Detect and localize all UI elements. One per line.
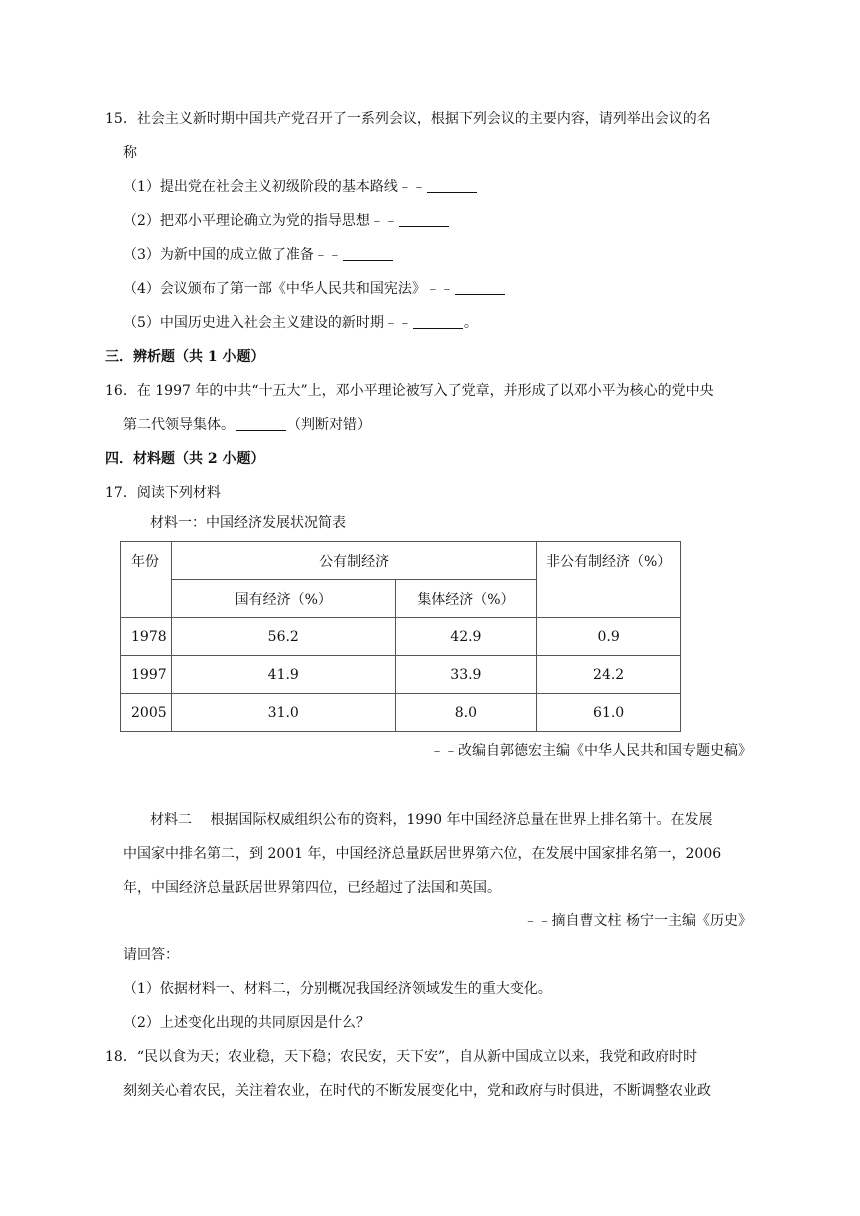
table-row [121,618,681,656]
answer-blank[interactable] [413,314,463,329]
material-1-source: ﹣﹣改编自郭德宏主编《中华人民共和国专题史稿》 [430,743,752,759]
question-17-intro: 17．阅读下列材料 [105,485,221,501]
question-18-line-1: 18．“民以食为天；农业稳，天下稳；农民安，天下安”，自从新中国成立以来，我党和政府时时 [105,1049,698,1065]
question-15-item-4 [123,279,506,299]
item-text: （2）把邓小平理论确立为党的指导思想﹣﹣ [123,213,398,229]
cell-nonpublic: 0.9 [537,618,681,656]
item-end: 。 [463,315,478,331]
question-15-line-2: 称 [123,145,137,161]
material-2-line-1: 材料二 根据国际权威组织公布的资料，1990 年中国经济总量在世界上排名第十。在发展 [150,812,713,828]
question-15-item-1 [123,177,478,197]
q16-hint: （判断对错） [287,417,371,433]
header-collective: 集体经济（%） [395,580,537,618]
cell-collective: 42.9 [395,618,537,656]
question-17-sub-2: （2）上述变化出现的共同原因是什么？ [123,1015,370,1031]
answer-blank[interactable] [455,280,505,295]
item-text: （5）中国历史进入社会主义建设的新时期﹣﹣ [123,315,412,331]
answer-blank[interactable] [399,212,449,227]
cell-state: 56.2 [171,618,395,656]
cell-nonpublic: 24.2 [537,656,681,694]
question-15-item-2 [123,211,450,231]
table-row [121,694,681,732]
header-state: 国有经济（%） [171,580,395,618]
item-text: （1）提出党在社会主义初级阶段的基本路线﹣﹣ [123,179,426,195]
question-15-item-3 [123,245,394,265]
material-1-title: 材料一：中国经济发展状况简表 [150,515,346,531]
cell-collective: 33.9 [395,656,537,694]
cell-nonpublic: 61.0 [537,694,681,732]
question-16-line-1: 16．在 1997 年的中共“十五大”上，邓小平理论被写入了党章，并形成了以邓小平为核心的党中央 [105,383,714,399]
q16-text: 第二代领导集体。 [123,417,235,433]
cell-year: 1997 [121,656,172,694]
cell-collective: 8.0 [395,694,537,732]
question-15-item-5 [123,313,478,333]
header-nonpublic: 非公有制经济（%） [537,542,681,618]
ask-label: 请回答： [123,947,179,963]
section-3-heading: 三．辨析题（共 1 小题） [105,349,265,365]
question-15-line-1: 15．社会主义新时期中国共产党召开了一系列会议，根据下列会议的主要内容，请列举出会议的名 [105,111,711,127]
item-text: （4）会议颁布了第一部《中华人民共和国宪法》﹣﹣ [123,281,454,297]
cell-state: 31.0 [171,694,395,732]
economy-table [120,541,681,732]
material-2-line-2: 中国家中排名第二，到 2001 年，中国经济总量跃居世界第六位，在发展中国家排名第一，2006 [123,846,722,862]
answer-blank[interactable] [427,178,477,193]
item-text: （3）为新中国的成立做了准备﹣﹣ [123,247,342,263]
section-4-heading: 四．材料题（共 2 小题） [105,451,265,467]
table-row [121,656,681,694]
answer-blank[interactable] [343,246,393,261]
question-16-line-2 [123,415,371,435]
header-year: 年份 [121,542,172,618]
question-18-line-2: 刻刻关心着农民，关注着农业，在时代的不断发展变化中，党和政府与时俱进，不断调整农业政 [123,1083,711,1099]
question-17-sub-1: （1）依据材料一、材料二，分别概况我国经济领域发生的重大变化。 [123,981,552,997]
material-2-line-3: 年，中国经济总量跃居世界第四位，已经超过了法国和英国。 [123,880,501,896]
material-2-source: ﹣﹣摘自曹文柱 杨宁一主编《历史》 [523,913,752,929]
cell-year: 1978 [121,618,172,656]
header-public: 公有制经济 [171,542,536,580]
answer-blank[interactable] [236,416,286,431]
cell-year: 2005 [121,694,172,732]
cell-state: 41.9 [171,656,395,694]
